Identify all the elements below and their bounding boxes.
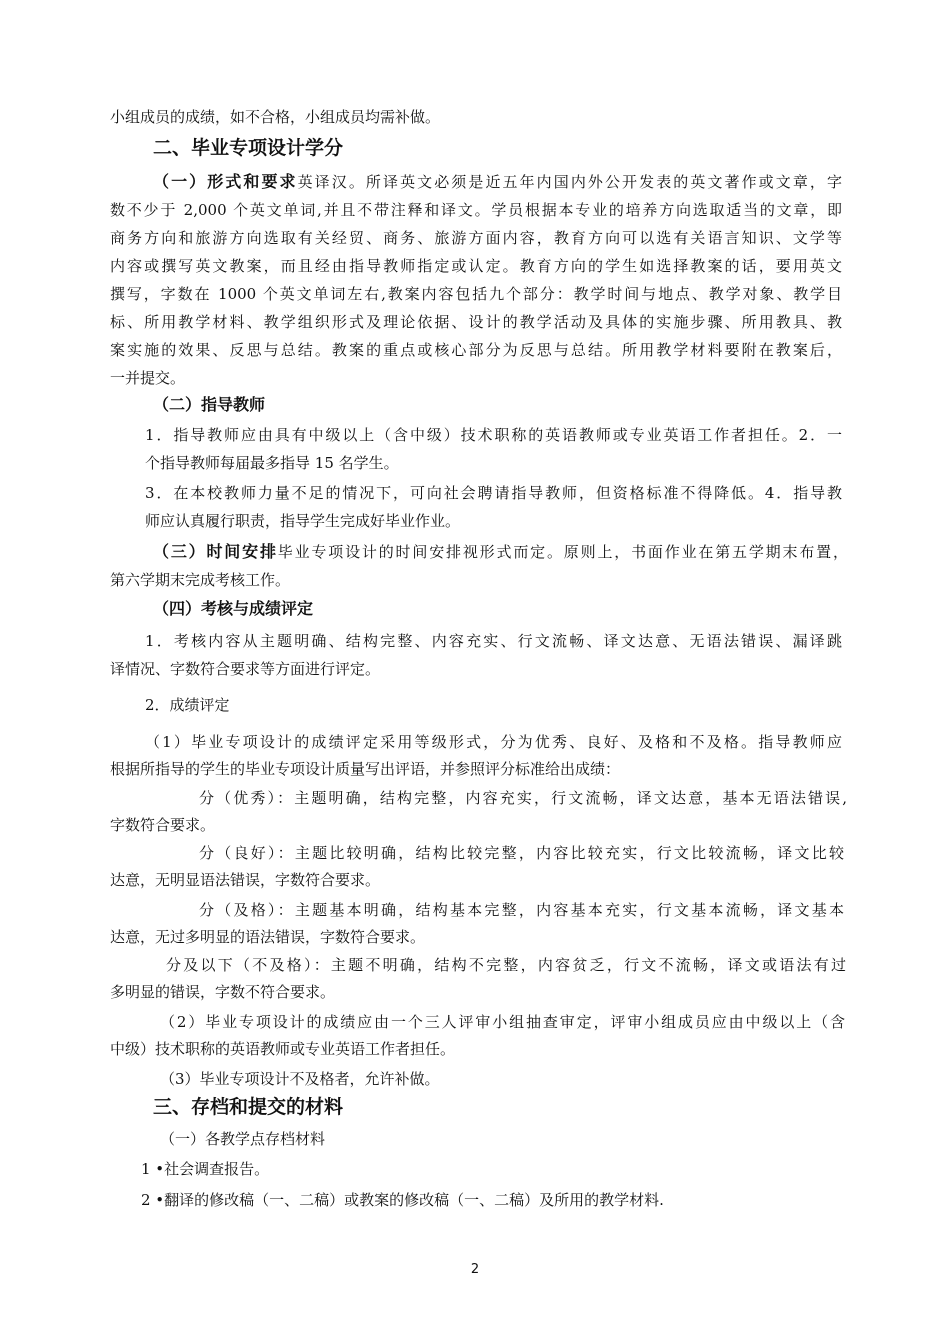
- paragraph-line: 多明显的错误，字数不符合要求。: [110, 983, 336, 1001]
- paragraph-line: 商务方向和旅游方向选取有关经贸、商务、旅游方面内容，教育方向可以选有关语言知识、文学等: [110, 229, 842, 247]
- list-item: 2 •翻译的修改稿（一、二稿）或教案的修改稿（一、二稿）及所用的教学材料.: [141, 1191, 664, 1209]
- page-number: 2: [470, 1262, 480, 1277]
- paragraph-line: 1．考核内容从主题明确、结构完整、内容充实、行文流畅、译文达意、无语法错误、漏译跳: [145, 632, 842, 650]
- paragraph-line: 1．指导教师应由具有中级以上（含中级）技术职称的英语教师或专业英语工作者担任。2．一: [145, 426, 842, 444]
- paragraph-line: 达意，无明显语法错误，字数符合要求。: [110, 871, 381, 889]
- paragraph-line: 分（良好）：主题比较明确，结构比较完整，内容比较充实，行文比较流畅，译文比较: [199, 844, 844, 862]
- subsection-title: （二）指导教师: [153, 395, 266, 414]
- paragraph-line: （2）毕业专项设计的成绩应由一个三人评审小组抽查审定，评审小组成员应由中级以上（含: [160, 1013, 845, 1031]
- paragraph-line: （1）毕业专项设计的成绩评定采用等级形式，分为优秀、良好、及格和不及格。指导教师应: [145, 733, 842, 751]
- paragraph-line: 2．成绩评定: [145, 696, 230, 714]
- section-heading-two: 二、毕业专项设计学分: [153, 137, 344, 159]
- paragraph-line: 3．在本校教师力量不足的情况下，可向社会聘请指导教师，但资格标准不得降低。4．指导教: [145, 484, 842, 502]
- paragraph-line: 第六学期末完成考核工作。: [110, 571, 291, 589]
- paragraph-line: 达意，无过多明显的语法错误，字数符合要求。: [110, 928, 426, 946]
- paragraph-line: 字数符合要求。: [110, 816, 216, 834]
- subsection-title: （三）时间安排: [153, 542, 278, 561]
- paragraph-line: （一）形式和要求英译汉。所译英文必须是近五年内国内外公开发表的英文著作或文章，字: [153, 172, 842, 191]
- paragraph-line: 个指导教师每届最多指导 15 名学生。: [145, 454, 399, 472]
- paragraph-line: 师应认真履行职责，指导学生完成好毕业作业。: [145, 512, 461, 530]
- list-item: 1 •社会调查报告。: [141, 1160, 270, 1178]
- paragraph-line: 分（优秀）：主题明确，结构完整，内容充实，行文流畅，译文达意，基本无语法错误,: [199, 789, 847, 807]
- paragraph-line: 根据所指导的学生的毕业专项设计质量写出评语，并参照评分标准给出成绩：: [110, 760, 621, 778]
- paragraph-line: 译情况、字数符合要求等方面进行评定。: [110, 660, 381, 678]
- section-heading-three: 三、存档和提交的材料: [153, 1096, 344, 1118]
- paragraph-line: （3）毕业专项设计不及格者，允许补做。: [160, 1070, 440, 1088]
- paragraph-line: 撰写，字数在 1000 个英文单词左右,教案内容包括九个部分：教学时间与地点、教学对象、教学目: [110, 285, 842, 303]
- paragraph-line: 数不少于 2,000 个英文单词,并且不带注释和译文。学员根据本专业的培养方向选取适当的文章，即: [110, 201, 842, 219]
- paragraph-line: 内容或撰写英文教案，而且经由指导教师指定或认定。教育方向的学生如选择教案的话，要用英文: [110, 257, 842, 275]
- subsection-title: （一）形式和要求: [153, 172, 298, 191]
- paragraph-line: 一并提交。: [110, 369, 186, 387]
- paragraph-line: （三）时间安排毕业专项设计的时间安排视形式而定。原则上，书面作业在第五学期末布置，: [153, 542, 848, 561]
- subsection-title: （一）各教学点存档材料: [160, 1130, 326, 1148]
- paragraph-line: 标、所用教学材料、教学组织形式及理论依据、设计的教学活动及具体的实施步骤、所用教具、教: [110, 313, 842, 331]
- paragraph-line: 中级）技术职称的英语教师或专业英语工作者担任。: [110, 1040, 456, 1058]
- paragraph-line: 分及以下（不及格）：主题不明确，结构不完整，内容贫乏，行文不流畅，译文或语法有过: [166, 956, 846, 974]
- paragraph-line: 小组成员的成绩，如不合格，小组成员均需补做。: [110, 108, 441, 126]
- subsection-title: （四）考核与成绩评定: [153, 599, 314, 618]
- paragraph-line: 分（及格）：主题基本明确，结构基本完整，内容基本充实，行文基本流畅，译文基本: [199, 901, 844, 919]
- paragraph-line: 案实施的效果、反思与总结。教案的重点或核心部分为反思与总结。所用教学材料要附在教案后，: [110, 341, 842, 359]
